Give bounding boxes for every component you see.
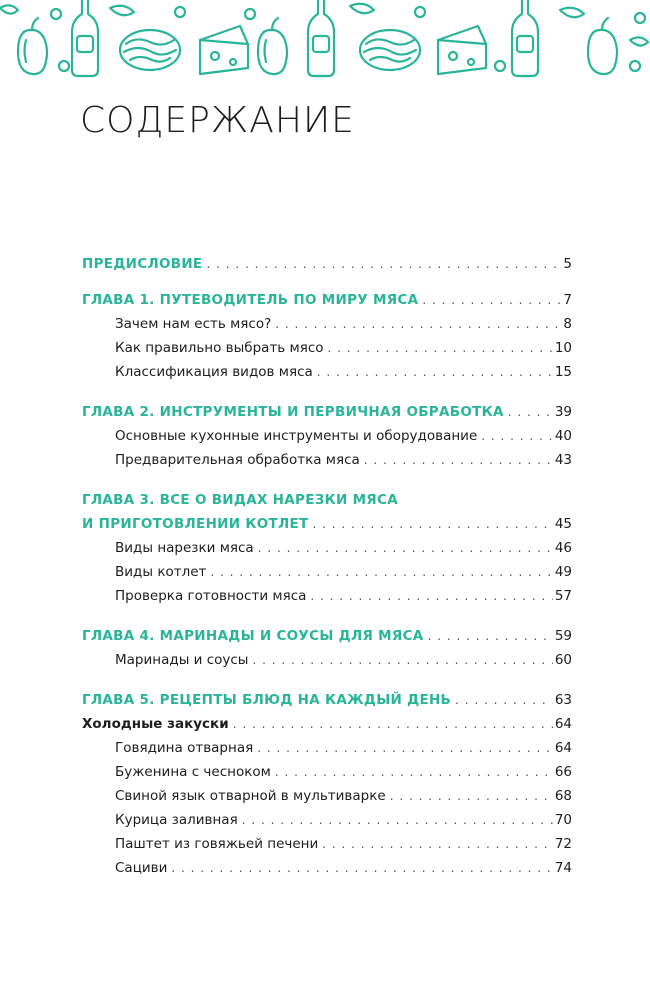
toc-item-label: Говядина отварная <box>115 740 254 756</box>
toc-leader <box>364 448 553 472</box>
toc-chapter-label: И ПРИГОТОВЛЕНИИ КОТЛЕТ <box>82 516 309 532</box>
toc-item <box>82 424 572 448</box>
toc-item-label: Классификация видов мяса <box>115 364 313 380</box>
toc-page-number: 59 <box>554 628 572 644</box>
toc-chapter-label: ПРЕДИСЛОВИЕ <box>82 256 203 272</box>
toc-leader <box>481 424 553 448</box>
toc-page-number: 64 <box>554 740 572 756</box>
toc-leader <box>252 648 552 672</box>
toc-chapter-label: ГЛАВА 5. РЕЦЕПТЫ БЛЮД НА КАЖДЫЙ ДЕНЬ <box>82 692 452 708</box>
toc-item <box>82 784 572 808</box>
toc-item-label: Как правильно выбрать мясо <box>115 340 324 356</box>
toc-leader <box>242 808 553 832</box>
page-title: СОДЕРЖАНИЕ <box>80 100 355 141</box>
toc-page-number: 49 <box>554 564 572 580</box>
toc-leader <box>390 784 553 808</box>
toc-item-label: Основные кухонные инструменты и оборудование <box>115 428 478 444</box>
toc-leader <box>275 760 553 784</box>
toc-page-number: 46 <box>554 540 572 556</box>
toc-item <box>82 360 572 384</box>
toc-page-number: 10 <box>554 340 572 356</box>
toc-item <box>82 448 572 472</box>
toc-item-label: Паштет из говяжьей печени <box>115 836 319 852</box>
table-of-contents <box>82 252 572 880</box>
toc-leader <box>171 856 552 880</box>
food-doodles-icon <box>0 0 650 80</box>
toc-leader <box>258 536 553 560</box>
toc-item-label: Маринады и соусы <box>115 652 249 668</box>
toc-page-number: 66 <box>554 764 572 780</box>
toc-section <box>82 712 572 736</box>
toc-leader <box>257 736 553 760</box>
toc-chapter-label: ГЛАВА 4. МАРИНАДЫ И СОУСЫ ДЛЯ МЯСА <box>82 628 424 644</box>
toc-item <box>82 856 572 880</box>
toc-leader <box>328 336 553 360</box>
toc-chapter-1 <box>82 288 572 312</box>
toc-item-label: Сациви <box>115 860 168 876</box>
toc-item <box>82 648 572 672</box>
toc-leader <box>275 312 561 336</box>
toc-item <box>82 832 572 856</box>
toc-leader <box>313 512 553 536</box>
toc-page-number: 7 <box>563 292 572 308</box>
toc-leader <box>422 288 561 312</box>
toc-page-number: 45 <box>554 516 572 532</box>
toc-page-number: 40 <box>554 428 572 444</box>
toc-page-number: 72 <box>554 836 572 852</box>
toc-leader <box>428 624 553 648</box>
toc-leader <box>455 688 553 712</box>
toc-page-number: 39 <box>554 404 572 420</box>
toc-item-label: Проверка готовности мяса <box>115 588 307 604</box>
toc-item-label: Свиной язык отварной в мультиварке <box>115 788 386 804</box>
toc-page-number: 64 <box>554 716 572 732</box>
toc-item <box>82 584 572 608</box>
toc-item <box>82 760 572 784</box>
toc-leader <box>210 560 552 584</box>
toc-leader <box>508 400 553 424</box>
toc-item-label: Виды нарезки мяса <box>115 540 254 556</box>
toc-item-label: Зачем нам есть мясо? <box>115 316 272 332</box>
toc-page-number: 70 <box>554 812 572 828</box>
toc-leader <box>317 360 553 384</box>
toc-preface <box>82 252 572 276</box>
toc-page-number: 68 <box>554 788 572 804</box>
toc-item <box>82 808 572 832</box>
toc-page-number: 74 <box>554 860 572 876</box>
toc-section-label: Холодные закуски <box>82 716 229 732</box>
toc-page-number: 60 <box>554 652 572 668</box>
toc-leader <box>233 712 553 736</box>
toc-chapter-2 <box>82 400 572 424</box>
toc-item-label: Виды котлет <box>115 564 207 580</box>
toc-page-number: 63 <box>554 692 572 708</box>
toc-item <box>82 312 572 336</box>
toc-item <box>82 560 572 584</box>
toc-chapter-5 <box>82 688 572 712</box>
toc-item <box>82 536 572 560</box>
toc-item-label: Предварительная обработка мяса <box>115 452 360 468</box>
toc-chapter-label: ГЛАВА 2. ИНСТРУМЕНТЫ И ПЕРВИЧНАЯ ОБРАБОТКА <box>82 404 504 420</box>
toc-chapter-3-line1: ГЛАВА 3. ВСЕ О ВИДАХ НАРЕЗКИ МЯСА <box>82 492 398 508</box>
toc-page-number: 15 <box>554 364 572 380</box>
toc-chapter-label: ГЛАВА 1. ПУТЕВОДИТЕЛЬ ПО МИРУ МЯСА <box>82 292 419 308</box>
toc-page-number: 8 <box>563 316 572 332</box>
toc-leader <box>310 584 552 608</box>
toc-page-number: 57 <box>554 588 572 604</box>
decorative-banner <box>0 0 650 80</box>
toc-chapter-3 <box>82 512 572 536</box>
toc-chapter-4 <box>82 624 572 648</box>
toc-leader <box>322 832 553 856</box>
toc-leader <box>206 252 561 276</box>
toc-item-label: Курица заливная <box>115 812 238 828</box>
toc-item <box>82 336 572 360</box>
toc-item-label: Буженина с чесноком <box>115 764 271 780</box>
toc-item <box>82 736 572 760</box>
toc-page-number: 5 <box>563 256 572 272</box>
toc-page-number: 43 <box>554 452 572 468</box>
